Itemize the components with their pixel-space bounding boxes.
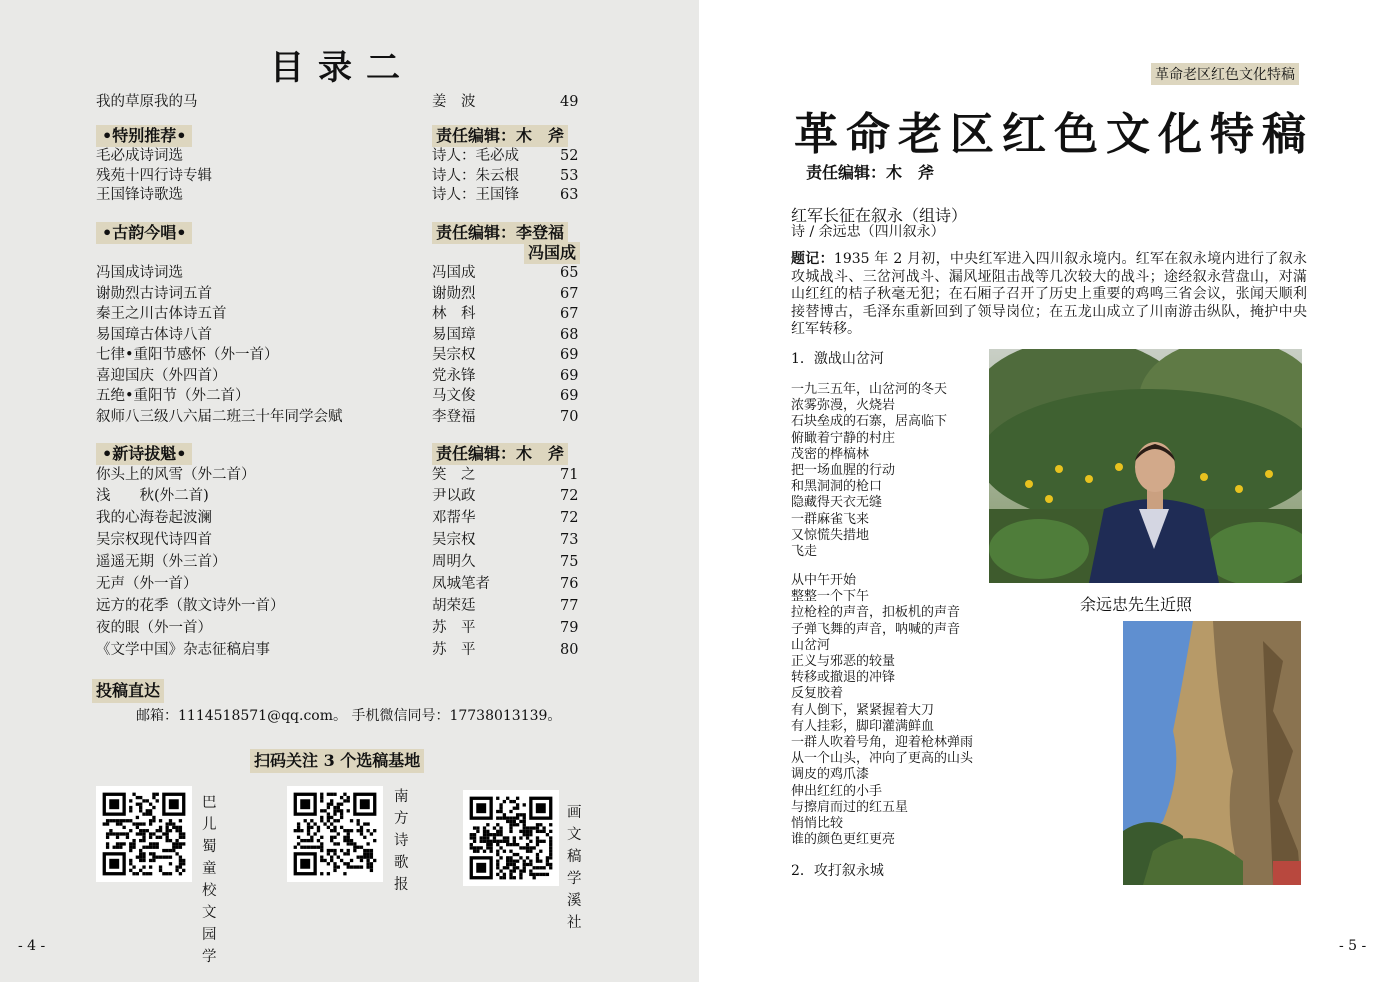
entry-author: 林 科 bbox=[432, 306, 476, 322]
toc-entry bbox=[96, 407, 596, 427]
entry-title: 五绝•重阳节（外二首） bbox=[96, 388, 250, 404]
entry-title: 王国锋诗歌选 bbox=[96, 187, 183, 203]
entry-page: 76 bbox=[560, 576, 579, 592]
qr-code-icon[interactable] bbox=[463, 790, 559, 886]
toc-entry bbox=[96, 185, 596, 205]
qr-label: 画文稿学溪社 bbox=[567, 805, 582, 931]
poem-line: 一群麻雀飞来 bbox=[791, 511, 870, 527]
poem-title: 红军长征在叙永（组诗） bbox=[791, 206, 968, 225]
entry-page: 72 bbox=[560, 488, 579, 504]
section-tag: 革命老区红色文化特稿 bbox=[1151, 63, 1299, 85]
qr-label: 巴儿蜀童校文园学 bbox=[202, 795, 217, 965]
contact-heading: 投稿直达 bbox=[92, 679, 164, 703]
toc-entry bbox=[96, 345, 596, 365]
entry-page: 63 bbox=[560, 187, 579, 203]
poem-line: 子弹飞舞的声音，呐喊的声音 bbox=[791, 621, 961, 637]
toc-title: 目录二 bbox=[270, 48, 414, 88]
poem-stanza bbox=[791, 382, 947, 560]
entry-title: 喜迎国庆（外四首） bbox=[96, 368, 227, 384]
toc-entry bbox=[96, 92, 596, 112]
entry-page: 52 bbox=[560, 148, 579, 164]
entry-page: 67 bbox=[560, 306, 579, 322]
poem-line: 一九三五年，山岔河的冬天 bbox=[791, 382, 948, 397]
entry-title: 易国璋古体诗八首 bbox=[96, 327, 212, 343]
poem-author: 诗 / 余远忠（四川叙永） bbox=[791, 224, 945, 240]
preface-text: 1935 年 2 月初，中央红军进入四川叙永境内。红军在叙永境内进行了叙永攻城战斗、三岔河战斗、漏风垭阻击战等几次较大的战斗；途经叙永营盘山，对滿山红红的桔子秋毫无犯；在石厢子召开了历史上重要的鸡鸣三省会议，张闻天顺利接替博古，毛泽东重新回到了领导岗位；在五龙山成立了川南游击纵队，掩护中央红军转移。 bbox=[791, 251, 1308, 337]
poem-line: 从一个山头，冲向了更高的山头 bbox=[791, 751, 974, 767]
entry-author: 吴宗权 bbox=[432, 532, 476, 548]
qr-label: 南方诗歌报 bbox=[394, 789, 409, 893]
toc-entry bbox=[96, 386, 596, 406]
entry-title: 毛必成诗词选 bbox=[96, 148, 183, 164]
poem-line: 浓雾弥漫，火烧岩 bbox=[791, 398, 896, 414]
entry-title: 秦王之川古体诗五首 bbox=[96, 306, 227, 322]
entry-page: 71 bbox=[560, 467, 579, 483]
poem-line: 茂密的桦槁林 bbox=[791, 446, 870, 462]
poem-line: 俯瞰着宁静的村庄 bbox=[791, 430, 896, 446]
entry-title: 远方的花季（散文诗外一首） bbox=[96, 598, 285, 614]
poem-line: 与擦肩而过的红五星 bbox=[791, 799, 909, 815]
entry-title: 你头上的风雪（外二首） bbox=[96, 467, 256, 483]
entry-page: 67 bbox=[560, 286, 579, 302]
poem-line: 和黑洞洞的枪口 bbox=[791, 479, 883, 495]
entry-title: 我的草原我的马 bbox=[96, 94, 198, 110]
poem-line: 整整一个下午 bbox=[791, 589, 870, 605]
entry-title: 七律•重阳节感怀（外一首） bbox=[96, 347, 279, 363]
entry-author: 胡荣廷 bbox=[432, 598, 476, 614]
preface-label: 题记： bbox=[791, 251, 834, 267]
entry-author: 李登福 bbox=[432, 409, 476, 425]
poem-line: 飞走 bbox=[791, 544, 818, 560]
entry-page: 80 bbox=[560, 642, 579, 658]
editor-credit: 责任编辑：木 斧 bbox=[806, 163, 935, 182]
poem-line: 伸出红红的小手 bbox=[791, 783, 883, 799]
entry-author: 冯国成 bbox=[432, 265, 476, 281]
poem-line: 山岔河 bbox=[791, 637, 831, 653]
scan-heading: 扫码关注 3 个选稿基地 bbox=[250, 749, 424, 773]
entry-author: 凤城笔者 bbox=[432, 576, 490, 592]
toc-entry bbox=[96, 596, 596, 616]
preface-note bbox=[791, 251, 1307, 339]
toc-entry bbox=[96, 530, 596, 550]
photo-caption: 余远忠先生近照 bbox=[1080, 595, 1193, 614]
entry-author: 党永锋 bbox=[432, 368, 476, 384]
entry-page: 72 bbox=[560, 510, 579, 526]
entry-title: 浅 秋(外二首) bbox=[96, 488, 209, 504]
entry-page: 79 bbox=[560, 620, 579, 636]
entry-title: 吴宗权现代诗四首 bbox=[96, 532, 212, 548]
entry-author: 姜 波 bbox=[432, 94, 476, 110]
poem-line: 隐藏得天衣无缝 bbox=[791, 495, 883, 511]
entry-author: 周明久 bbox=[432, 554, 476, 570]
entry-title: 残苑十四行诗专辑 bbox=[96, 168, 212, 184]
entry-page: 69 bbox=[560, 368, 579, 384]
entry-page: 53 bbox=[560, 168, 579, 184]
page-title: 革命老区红色文化特稿 bbox=[794, 109, 1314, 160]
contact-info: 邮箱：1114518571@qq.com。 手机微信同号：17738013139。 bbox=[136, 708, 562, 724]
entry-title: 叙师八三级八六届二班三十年同学会赋 bbox=[96, 409, 343, 425]
poem-section-heading: 1．激战山岔河 bbox=[791, 351, 884, 367]
entry-title: 我的心海卷起波澜 bbox=[96, 510, 212, 526]
toc-entry bbox=[96, 146, 596, 166]
entry-author: 邓帮华 bbox=[432, 510, 476, 526]
toc-entry bbox=[96, 552, 596, 572]
entry-author: 苏 平 bbox=[432, 620, 476, 636]
poem-line: 调皮的鸡爪漆 bbox=[791, 767, 870, 783]
poem-line: 有人挂彩，脚印灌满鲜血 bbox=[791, 718, 935, 734]
entry-author: 谢勋烈 bbox=[432, 286, 476, 302]
entry-page: 69 bbox=[560, 347, 579, 363]
entry-author: 诗人：毛必成 bbox=[432, 148, 519, 164]
entry-author: 尹以政 bbox=[432, 488, 476, 504]
section-heading: •特别推荐• bbox=[96, 125, 192, 147]
entry-author: 易国璋 bbox=[432, 327, 476, 343]
entry-page: 49 bbox=[560, 94, 579, 110]
entry-title: 无声（外一首） bbox=[96, 576, 198, 592]
entry-title: 夜的眼（外一首） bbox=[96, 620, 212, 636]
cliff-photo bbox=[1123, 621, 1301, 885]
toc-entry bbox=[96, 325, 596, 345]
toc-entry bbox=[96, 284, 596, 304]
poem-line: 有人倒下，紧紧握着大刀 bbox=[791, 702, 935, 718]
toc-entry bbox=[96, 486, 596, 506]
entry-title: 谢勋烈古诗词五首 bbox=[96, 286, 212, 302]
entry-page: 65 bbox=[560, 265, 579, 281]
entry-page: 69 bbox=[560, 388, 579, 404]
entry-title: 《文学中国》杂志征稿启事 bbox=[96, 642, 270, 658]
section-editor: 责任编辑：李登福 bbox=[432, 222, 568, 244]
entry-title: 遥遥无期（外三首） bbox=[96, 554, 227, 570]
entry-page: 70 bbox=[560, 409, 579, 425]
poem-stanza bbox=[791, 573, 973, 848]
entry-page: 75 bbox=[560, 554, 579, 570]
qr-code-icon[interactable] bbox=[287, 786, 383, 882]
page-number: - 4 - bbox=[18, 938, 46, 954]
toc-entry bbox=[96, 465, 596, 485]
poem-line: 石块垒成的石寨，居高临下 bbox=[791, 414, 948, 430]
poem-line: 正义与邪恶的较量 bbox=[791, 654, 896, 670]
entry-page: 68 bbox=[560, 327, 579, 343]
section-editor: 责任编辑：木 斧 bbox=[432, 125, 568, 147]
poem-line: 转移或撤退的冲锋 bbox=[791, 670, 896, 686]
poem-line: 把一场血腥的行动 bbox=[791, 463, 896, 479]
entry-title: 冯国成诗词选 bbox=[96, 265, 183, 281]
section-heading: •古韵今唱• bbox=[96, 222, 192, 244]
toc-entry bbox=[96, 618, 596, 638]
entry-page: 73 bbox=[560, 532, 579, 548]
poem-section-heading: 2．攻打叙永城 bbox=[791, 863, 884, 879]
section-heading: •新诗拔魁• bbox=[96, 443, 192, 465]
entry-author: 苏 平 bbox=[432, 642, 476, 658]
toc-entry bbox=[96, 304, 596, 324]
entry-author: 吴宗权 bbox=[432, 347, 476, 363]
toc-entry bbox=[96, 640, 596, 660]
entry-author: 笑 之 bbox=[432, 467, 476, 483]
poem-line: 悄悄比较 bbox=[791, 816, 844, 832]
entry-author: 诗人：朱云根 bbox=[432, 168, 519, 184]
poem-line: 又惊慌失措地 bbox=[791, 527, 870, 543]
toc-entry bbox=[96, 263, 596, 283]
toc-entry bbox=[96, 508, 596, 528]
poem-line: 拉枪栓的声音，扣板机的声音 bbox=[791, 605, 961, 621]
toc-entry bbox=[96, 166, 596, 186]
toc-entry bbox=[96, 366, 596, 386]
entry-author: 诗人：王国锋 bbox=[432, 187, 519, 203]
qr-code-icon[interactable] bbox=[96, 786, 192, 882]
toc-entry bbox=[96, 574, 596, 594]
entry-page: 77 bbox=[560, 598, 579, 614]
author-photo bbox=[989, 349, 1302, 583]
section-editor-second: 冯国成 bbox=[524, 242, 580, 264]
entry-author: 马文俊 bbox=[432, 388, 476, 404]
poem-line: 反复胶着 bbox=[791, 686, 844, 702]
section-editor: 责任编辑：木 斧 bbox=[432, 443, 568, 465]
poem-line: 从中午开始 bbox=[791, 573, 857, 588]
page-number: - 5 - bbox=[1339, 938, 1367, 954]
right-page bbox=[699, 0, 1398, 982]
poem-line: 谁的颜色更红更亮 bbox=[791, 832, 896, 848]
poem-line: 一群人吹着号角，迎着枪林弹雨 bbox=[791, 735, 974, 751]
